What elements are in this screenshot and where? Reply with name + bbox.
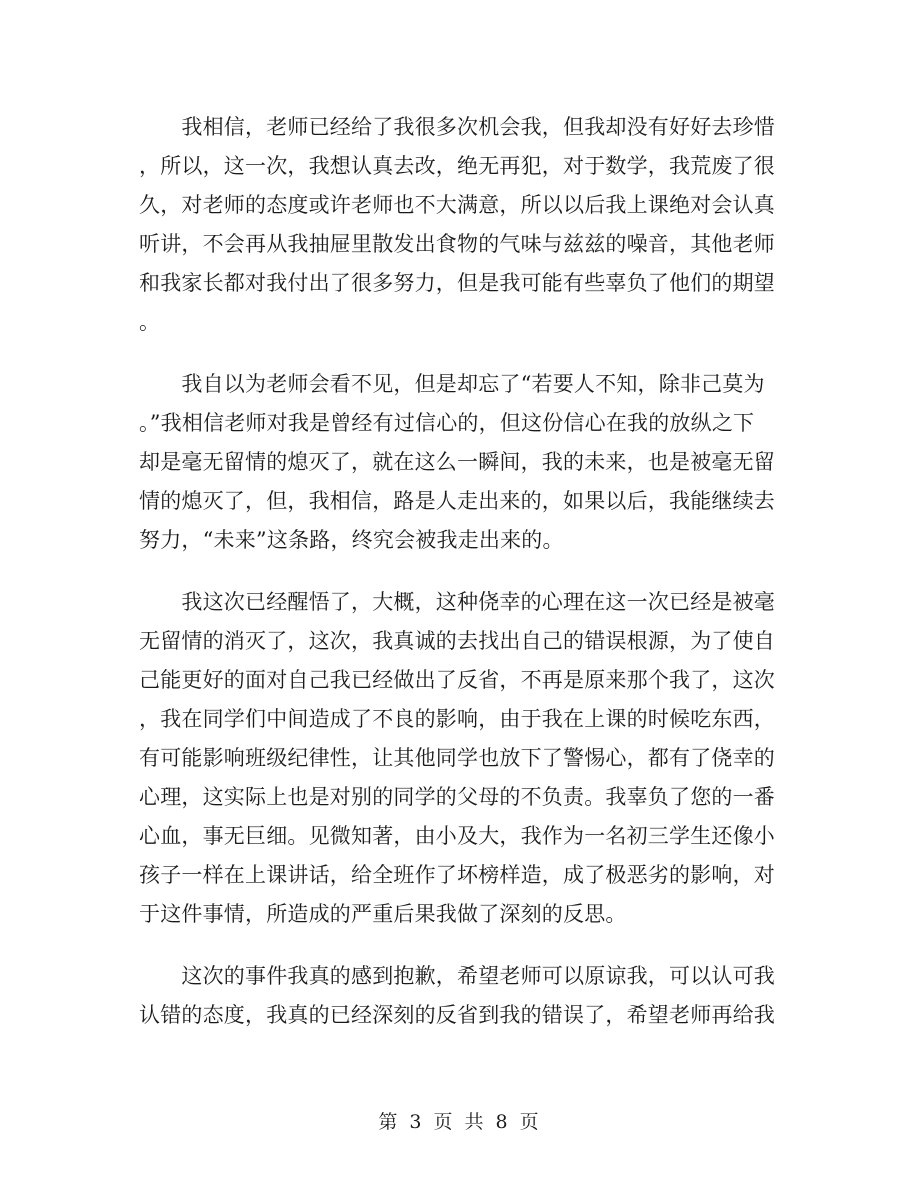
text-line: 心血，事无巨细。见微知著，由小及大，我作为一名初三学生还像小 xyxy=(139,824,775,848)
text-line: 努力，“未来”这条路，终究会被我走出来的。 xyxy=(139,528,564,552)
text-line: 久，对老师的态度或许老师也不大满意，所以以后我上课绝对会认真 xyxy=(139,193,775,217)
text-line: 有可能影响班级纪律性，让其他同学也放下了警惕心，都有了侥幸的 xyxy=(139,746,775,770)
text-line: 。”我相信老师对我是曾经有过信心的，但这份信心在我的放纵之下 xyxy=(139,411,755,435)
text-line: 这次的事件我真的感到抱歉，希望老师可以原谅我，可以认可我 xyxy=(139,964,775,988)
text-line: ，所以，这一次，我想认真去改，绝无再犯，对于数学，我荒废了很 xyxy=(139,154,775,178)
text-line: 认错的态度，我真的已经深刻的反省到我的错误了，希望老师再给我 xyxy=(139,1003,775,1027)
text-line: 我自以为老师会看不见，但是却忘了“若要人不知，除非己莫为 xyxy=(139,372,765,396)
text-line: ，我在同学们中间造成了不良的影响，由于我在上课的时候吃东西， xyxy=(139,707,775,731)
page-number: 第 3 页 共 8 页 xyxy=(378,1111,542,1133)
text-line: 心理，这实际上也是对别的同学的父母的不负责。我辜负了您的一番 xyxy=(139,785,775,809)
text-line: 我相信，老师已经给了我很多次机会我，但我却没有好好去珍惜 xyxy=(139,115,775,139)
text-line: 。 xyxy=(139,310,161,334)
text-line: 于这件事情，所造成的严重后果我做了深刻的反思。 xyxy=(139,902,627,926)
text-line: 孩子一样在上课讲话，给全班作了坏榜样造，成了极恶劣的影响，对 xyxy=(139,863,775,887)
text-line: 我这次已经醒悟了，大概，这种侥幸的心理在这一次已经是被毫 xyxy=(139,590,775,614)
text-line: 听讲，不会再从我抽屉里散发出食物的气味与兹兹的噪音，其他老师 xyxy=(139,232,775,256)
text-line: 无留情的消灭了，这次，我真诚的去找出自己的错误根源，为了使自 xyxy=(139,629,775,653)
text-line: 却是毫无留情的熄灭了，就在这么一瞬间，我的未来，也是被毫无留 xyxy=(139,450,775,474)
text-line: 情的熄灭了，但，我相信，路是人走出来的，如果以后，我能继续去 xyxy=(139,489,775,513)
text-line: 己能更好的面对自己我已经做出了反省，不再是原来那个我了，这次 xyxy=(139,668,775,692)
text-line: 和我家长都对我付出了很多努力，但是我可能有些辜负了他们的期望 xyxy=(139,271,775,295)
